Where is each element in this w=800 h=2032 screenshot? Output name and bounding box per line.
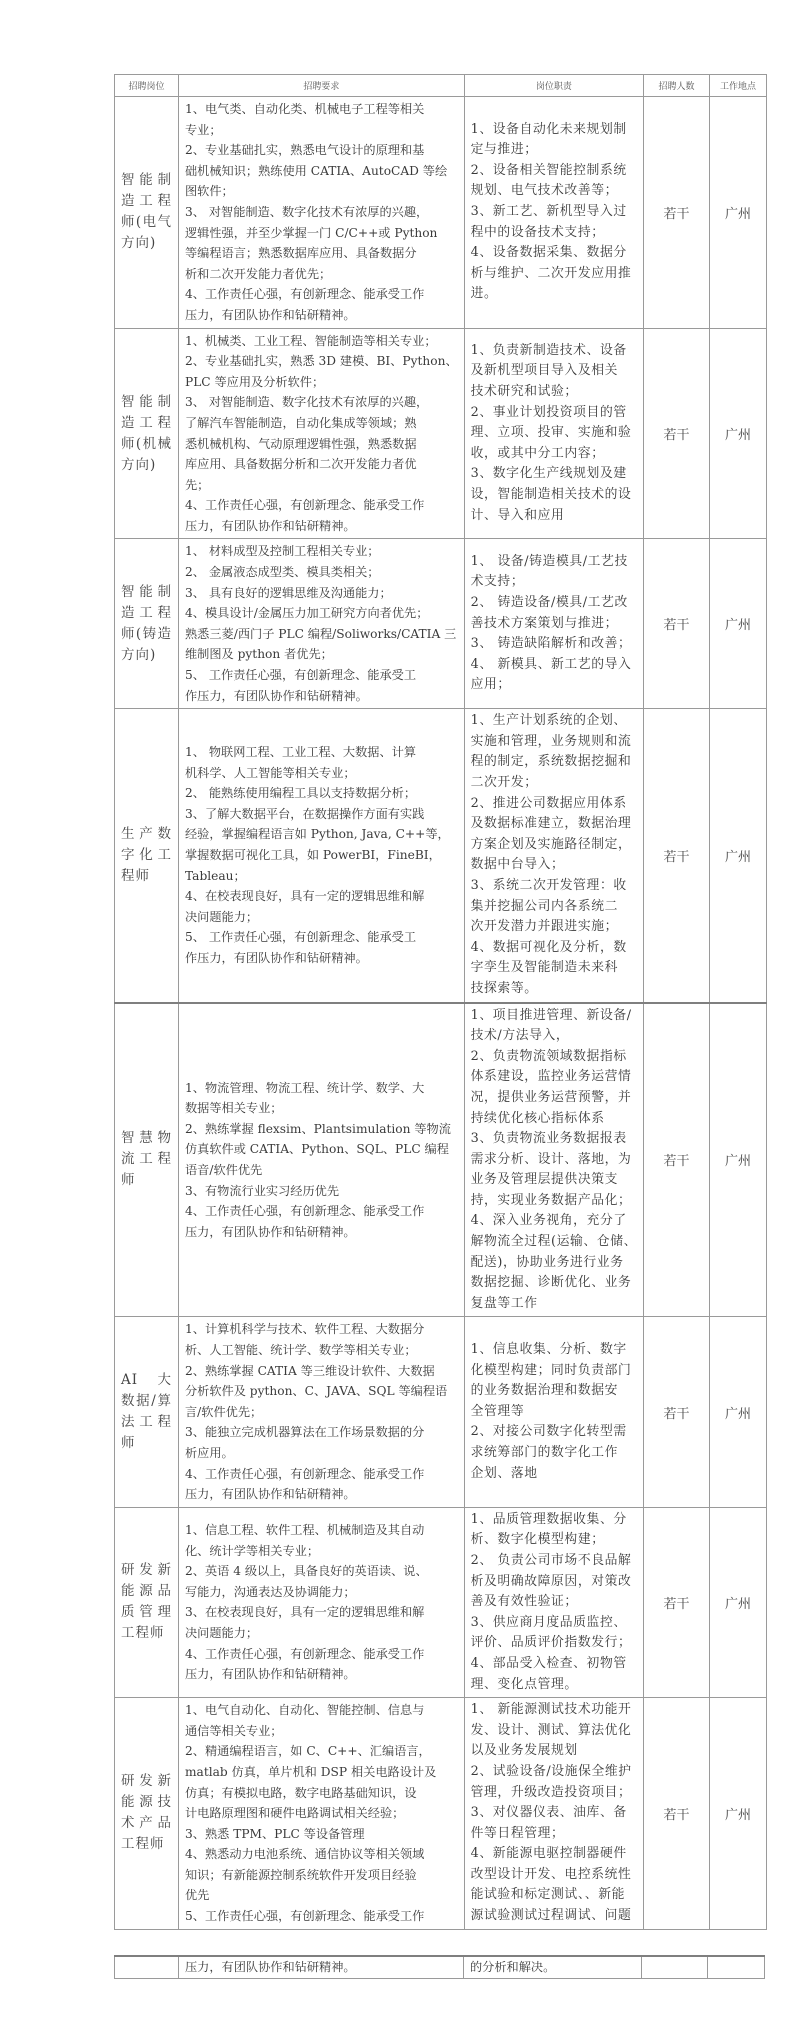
duty-line: 1、生产计划系统的企划、 — [470, 713, 627, 729]
requirement-line: 决问题能力； — [185, 909, 259, 924]
duty-line: 化模型构建；同时负责部门 — [470, 1362, 632, 1378]
duty-line: 集并挖掘公司内各系统二 — [470, 898, 619, 914]
requirement-line: 经验，掌握编程语言如 Python, Java, C++等， — [185, 827, 450, 842]
duty-line: 应用； — [470, 677, 511, 693]
requirement-line: 础机械知识；熟练使用 CATIA、AutoCAD 等绘 — [185, 163, 448, 178]
requirements-cell — [179, 709, 465, 1003]
duties-cell — [464, 539, 643, 709]
requirement-line: 5、 工作责任心强，有创新理念、能承受工 — [185, 930, 417, 945]
duty-line: 技术研究和试验； — [470, 384, 578, 400]
work-location: 广州 — [710, 1698, 767, 1930]
position-title: 智能制造工程师(机械方向) — [115, 328, 179, 539]
requirement-line: 4、工作责任心强，有创新理念、能承受工作 — [185, 1204, 425, 1219]
requirement-line: 1、计算机科学与技术、软件工程、大数据分 — [185, 1322, 425, 1337]
requirement-line: 3、熟悉 TPM、PLC 等设备管理 — [185, 1826, 365, 1841]
hiring-count: 若干 — [644, 1698, 710, 1930]
requirement-line: 决问题能力； — [185, 1626, 259, 1641]
duty-line: 理、变化点管理。 — [470, 1676, 578, 1692]
table-row — [115, 1317, 767, 1507]
work-location: 广州 — [710, 539, 767, 709]
requirement-line: PLC 等应用及分析软件； — [185, 374, 325, 389]
duty-line: 设，智能制造相关技术的设 — [470, 486, 632, 502]
continuation-title-cell — [115, 1956, 179, 1978]
duty-line: 1、 新能源测试技术功能开 — [470, 1702, 632, 1718]
work-location: 广州 — [710, 1317, 767, 1507]
duty-line: 1、信息收集、分析、数字 — [470, 1342, 627, 1358]
requirement-line: 3、 具有良好的逻辑思维及沟通能力； — [185, 585, 392, 600]
duty-line: 3、系统二次开发管理：收 — [470, 877, 627, 893]
requirement-line: 2、 能熟练使用编程工具以支持数据分析； — [185, 786, 417, 801]
requirement-line: 2、英语 4 级以上，具备良好的英语读、说、 — [185, 1564, 428, 1579]
header-row — [115, 75, 767, 97]
requirement-line: 数据等相关专业； — [185, 1101, 283, 1116]
requirements-cell — [179, 97, 465, 329]
requirement-line: 1、物流管理、物流工程、统计学、数学、大 — [185, 1080, 425, 1095]
requirement-line: 4、在校表现良好，具有一定的逻辑思维和解 — [185, 889, 425, 904]
duty-line: 析及明确故障原因，对策改 — [470, 1573, 632, 1589]
work-location: 广州 — [710, 709, 767, 1003]
duty-line: 析、数字化模型构建； — [470, 1532, 605, 1548]
requirement-line: 4、工作责任心强，有创新理念、能承受工作 — [185, 287, 425, 302]
duty-line: 及数据标准建立，数据治理 — [470, 816, 632, 832]
requirement-line: 3、 对智能制造、数字化技术有浓厚的兴趣， — [185, 204, 429, 219]
continuation-row-table — [114, 1955, 765, 1979]
hiring-count: 若干 — [644, 328, 710, 539]
requirement-line: 分析软件及 python、C、JAVA、SQL 等编程语 — [185, 1384, 448, 1399]
requirement-line: 先； — [185, 477, 210, 492]
requirement-line: 1、 物联网工程、工业工程、大数据、计算 — [185, 745, 417, 760]
table-row — [115, 1507, 767, 1697]
requirement-line: 2、熟练掌握 flexsim、Plantsimulation 等物流 — [185, 1121, 451, 1136]
header-count: 招聘人数 — [644, 75, 710, 97]
table-row — [115, 328, 767, 539]
requirements-cell — [179, 1003, 465, 1317]
duty-line: 配送)，协助业务进行业务 — [470, 1254, 624, 1270]
requirement-line: 仿真；有模拟电路，数字电路基础知识，设 — [185, 1785, 417, 1800]
requirement-line: 语音/软件优先 — [185, 1162, 263, 1177]
duty-line: 析与维护、二次开发应用推 — [470, 265, 632, 281]
requirement-line: 1、机械类、工业工程、智能制造等相关专业； — [185, 333, 437, 348]
requirement-line: 库应用、具备数据分析和二次开发能力者优 — [185, 457, 417, 472]
requirement-line: 掌握数据可视化工具，如 PowerBI，FineBI， — [185, 848, 441, 863]
requirement-line: 1、信息工程、软件工程、机械制造及其自动 — [185, 1523, 425, 1538]
duty-line: 4、部品受入检查、初物管 — [470, 1655, 627, 1671]
duties-cell — [464, 1507, 643, 1697]
header-position: 招聘岗位 — [115, 75, 179, 97]
requirement-line: 1、电气自动化、自动化、智能控制、信息与 — [185, 1703, 425, 1718]
duties-cell — [464, 1698, 643, 1930]
duty-line: 2、 铸造设备/模具/工艺改 — [470, 594, 628, 610]
duty-line: 需求分析、设计、落地，为 — [470, 1151, 632, 1167]
continuation-requirements: 压力，有团队协作和钻研精神。 — [179, 1956, 464, 1978]
duty-line: 求统筹部门的数字化工作 — [470, 1445, 619, 1460]
duty-line: 善及有效性验证； — [470, 1594, 578, 1610]
duty-line: 解物流全过程(运输、仓储、 — [470, 1234, 637, 1250]
requirement-line: 作压力，有团队协作和钻研精神。 — [185, 951, 368, 966]
duties-cell — [464, 1317, 643, 1507]
duty-line: 3、对仪器仪表、油库、备 — [470, 1805, 627, 1821]
position-title: 研发新能源品质管理工程师 — [115, 1507, 179, 1697]
requirement-line: 计电路原理图和硬件电路调试相关经验； — [185, 1806, 405, 1821]
duty-line: 全管理等 — [470, 1403, 525, 1419]
duty-line: 理、立项、投审、实施和验 — [470, 425, 632, 441]
duty-line: 2、推进公司数据应用体系 — [470, 795, 627, 811]
table-row — [115, 539, 767, 709]
duty-line: 1、品质管理数据收集、分 — [470, 1511, 627, 1527]
duty-line: 数据中台导入； — [470, 857, 565, 873]
requirement-line: 等编程语言；熟悉数据库应用、具备数据分 — [185, 246, 417, 261]
requirement-line: matlab 仿真，单片机和 DSP 相关电路设计及 — [185, 1764, 437, 1779]
position-title: 智能制造工程师(铸造方向) — [115, 539, 179, 709]
requirement-line: 析、人工智能、统计学、数学等相关专业； — [185, 1343, 417, 1358]
header-location: 工作地点 — [710, 75, 767, 97]
duty-line: 程中的设备技术支持； — [470, 224, 605, 240]
requirements-cell — [179, 1698, 465, 1930]
duty-line: 3、负责物流业务数据报表 — [470, 1131, 627, 1147]
hiring-count: 若干 — [644, 97, 710, 329]
requirements-cell — [179, 328, 465, 539]
duty-line: 计、导入和应用 — [470, 507, 565, 523]
duties-cell — [464, 328, 643, 539]
position-title: 研发新能源技术产品工程师 — [115, 1698, 179, 1930]
work-location: 广州 — [710, 1507, 767, 1697]
duty-line: 4、新能源电驱控制器硬件 — [470, 1846, 627, 1862]
duty-line: 企划、落地 — [470, 1465, 538, 1481]
requirement-line: 逻辑性强，并至少掌握一门 C/C++或 Python — [185, 225, 438, 240]
requirement-line: 专业； — [185, 122, 222, 137]
requirement-line: 维制图及 python 者优先； — [185, 647, 333, 662]
recruitment-table — [114, 74, 767, 1930]
duty-line: 复盘等工作 — [470, 1295, 538, 1311]
duty-line: 3、数字化生产线规划及建 — [470, 466, 627, 482]
requirement-line: 图软件； — [185, 184, 234, 199]
duty-line: 4、数据可视化及分析，数 — [470, 939, 627, 955]
requirement-line: 4、工作责任心强，有创新理念、能承受工作 — [185, 1466, 425, 1481]
work-location: 广州 — [710, 97, 767, 329]
duty-line: 3、新工艺、新机型导入过 — [470, 203, 627, 219]
duty-line: 2、事业计划投资项目的管 — [470, 404, 627, 420]
requirement-line: 悉机械机构、气动原理逻辑性强，熟悉数据 — [185, 436, 417, 451]
header-duties: 岗位职责 — [464, 75, 643, 97]
duty-line: 管理，升级改造投资项目； — [470, 1784, 632, 1800]
work-location: 广州 — [710, 1003, 767, 1317]
duty-line: 发、设计、测试、算法优化 — [470, 1722, 632, 1738]
duty-line: 以及业务发展规划 — [470, 1743, 578, 1759]
requirement-line: 仿真软件或 CATIA、Python、SQL、PLC 编程 — [185, 1142, 449, 1157]
requirement-line: 4、模具设计/金属压力加工研究方向者优先； — [185, 606, 429, 621]
requirements-cell — [179, 539, 465, 709]
requirement-line: 3、在校表现良好，具有一定的逻辑思维和解 — [185, 1605, 425, 1620]
duty-line: 4、深入业务视角，充分了 — [470, 1213, 627, 1229]
duty-line: 数据挖掘、诊断优化、业务 — [470, 1275, 632, 1291]
duties-cell — [464, 97, 643, 329]
requirement-line: 通信等相关专业； — [185, 1723, 283, 1738]
duty-line: 实施和管理，业务规则和流 — [470, 733, 632, 749]
duty-line: 改型设计开发、电控系统性 — [470, 1866, 632, 1882]
requirement-line: Tableau； — [185, 868, 246, 883]
duty-line: 体系建设，监控业务运营情 — [470, 1069, 632, 1085]
position-title: 生产数字化工程师 — [115, 709, 179, 1003]
hiring-count: 若干 — [644, 1507, 710, 1697]
requirements-cell — [179, 1317, 465, 1507]
requirement-line: 压力，有团队协作和钻研精神。 — [185, 1224, 356, 1239]
duties-cell — [464, 1003, 643, 1317]
duty-line: 技探索等。 — [470, 980, 538, 996]
duty-line: 件等日程管理； — [470, 1825, 565, 1841]
duty-line: 评价、品质评价指数发行； — [470, 1635, 632, 1651]
requirement-line: 2、专业基础扎实，熟悉 3D 建模、BI、Python、 — [185, 354, 458, 369]
requirement-line: 2、 金属液态成型类、模具类相关； — [185, 565, 380, 580]
requirement-line: 5、 工作责任心强，有创新理念、能承受工 — [185, 668, 417, 683]
requirement-line: 4、熟悉动力电池系统、通信协议等相关领域 — [185, 1847, 425, 1862]
duty-line: 4、 新模具、新工艺的导入 — [470, 656, 632, 672]
requirement-line: 5、工作责任心强，有创新理念、能承受工作 — [185, 1909, 425, 1924]
requirement-line: 知识；有新能源控制系统软件开发项目经验 — [185, 1867, 417, 1882]
duty-line: 2、设备相关智能控制系统 — [470, 162, 627, 178]
duty-line: 规划、电气技术改善等； — [470, 183, 619, 199]
duty-line: 持续优化核心指标体系 — [470, 1110, 605, 1126]
requirement-line: 压力，有团队协作和钻研精神。 — [185, 1487, 356, 1502]
duty-line: 况，提供业务运营预警，并 — [470, 1089, 632, 1105]
table-row — [115, 1003, 767, 1317]
duty-line: 3、 铸造缺陷解析和改善； — [470, 636, 632, 652]
hiring-count: 若干 — [644, 709, 710, 1003]
duty-line: 2、对接公司数字化转型需 — [470, 1424, 627, 1440]
requirement-line: 3、有物流行业实习经历优先 — [185, 1183, 340, 1198]
duty-line: 的业务数据治理和数据安 — [470, 1383, 619, 1399]
duty-line: 3、供应商月度品质监控、 — [470, 1614, 627, 1630]
duty-line: 进。 — [470, 286, 498, 302]
requirement-line: 了解汽车智能制造，自动化集成等领域；熟 — [185, 415, 417, 430]
requirement-line: 化、统计学等相关专业； — [185, 1543, 320, 1558]
requirement-line: 3、 对智能制造、数字化技术有浓厚的兴趣， — [185, 395, 429, 410]
duty-line: 能试验和标定测试、、新能 — [470, 1887, 626, 1903]
duty-line: 持，实现业务数据产品化； — [470, 1192, 632, 1208]
requirement-line: 作压力，有团队协作和钻研精神。 — [185, 688, 368, 703]
requirement-line: 写能力，沟通表达及协调能力； — [185, 1584, 356, 1599]
duty-line: 方案企划及实施路径制定， — [470, 836, 632, 852]
table-row — [115, 1698, 767, 1930]
requirement-line: 2、专业基础扎实，熟悉电气设计的原理和基 — [185, 143, 425, 158]
duty-line: 次开发潜力并跟进实施； — [470, 919, 619, 935]
duty-line: 善技术方案策划与推进； — [470, 615, 619, 631]
position-title: 智能制造工程师(电气方向) — [115, 97, 179, 329]
position-title: AI 大数据/算法工程师 — [115, 1317, 179, 1507]
requirement-line: 析应用。 — [185, 1446, 234, 1460]
duty-line: 收，或其中分工内容； — [470, 445, 605, 461]
requirement-line: 2、精通编程语言，如 C、C++、汇编语言， — [185, 1744, 431, 1759]
hiring-count: 若干 — [644, 1317, 710, 1507]
duty-line: 1、 设备/铸造模具/工艺技 — [470, 553, 628, 569]
requirement-line: 1、 材料成型及控制工程相关专业； — [185, 544, 380, 559]
duty-line: 源试验测试过程调试、问题 — [470, 1908, 632, 1924]
duty-line: 1、项目推进管理、新设备/ — [470, 1007, 632, 1023]
requirement-line: 机科学、人工智能等相关专业； — [185, 765, 356, 780]
work-location: 广州 — [710, 328, 767, 539]
requirement-line: 言/软件优先； — [185, 1404, 263, 1419]
hiring-count: 若干 — [644, 539, 710, 709]
duty-line: 1、负责新制造技术、设备 — [470, 342, 627, 358]
continuation-location-cell — [708, 1956, 765, 1978]
requirement-line: 析和二次开发能力者优先； — [185, 266, 332, 281]
continuation-duties: 的分析和解决。 — [464, 1956, 642, 1978]
requirement-line: 压力，有团队协作和钻研精神。 — [185, 518, 356, 533]
requirement-line: 2、熟练掌握 CATIA 等三维设计软件、大数据 — [185, 1363, 435, 1378]
table-row — [115, 709, 767, 1003]
table-row — [115, 97, 767, 329]
duty-line: 2、 负责公司市场不良品解 — [470, 1552, 632, 1568]
duty-line: 及新机型项目导入及相关 — [470, 363, 619, 379]
duties-cell — [464, 709, 643, 1003]
continuation-count-cell — [642, 1956, 708, 1978]
continuation-row — [115, 1956, 765, 1978]
requirement-line: 1、电气类、自动化类、机械电子工程等相关 — [185, 102, 425, 116]
duty-line: 2、负责物流领域数据指标 — [470, 1048, 627, 1064]
duty-line: 程的制定，系统数据挖掘和 — [470, 754, 632, 770]
requirement-line: 3、了解大数据平台，在数据操作方面有实践 — [185, 806, 425, 821]
duty-line: 技术/方法导入， — [470, 1028, 570, 1044]
duty-line: 4、设备数据采集、数据分 — [470, 245, 627, 261]
duty-line: 定与推进； — [470, 142, 538, 158]
header-requirements: 招聘要求 — [179, 75, 465, 97]
position-title: 智慧物流工程师 — [115, 1003, 179, 1317]
requirement-line: 压力，有团队协作和钻研精神。 — [185, 307, 356, 322]
requirement-line: 优先 — [185, 1888, 210, 1903]
duty-line: 术支持； — [470, 574, 525, 590]
duty-line: 业务及管理层提供决策支 — [470, 1172, 619, 1188]
requirement-line: 压力，有团队协作和钻研精神。 — [185, 1667, 356, 1682]
duty-line: 2、试验设备/设施保全维护 — [470, 1763, 632, 1779]
requirements-cell — [179, 1507, 465, 1697]
requirement-line: 4、工作责任心强，有创新理念、能承受工作 — [185, 498, 425, 513]
requirement-line: 熟悉三菱/西门子 PLC 编程/Soliworks/CATIA 三 — [185, 626, 457, 641]
hiring-count: 若干 — [644, 1003, 710, 1317]
duty-line: 二次开发； — [470, 775, 538, 790]
duty-line: 字孪生及智能制造未来科 — [470, 960, 619, 976]
requirement-line: 4、工作责任心强，有创新理念、能承受工作 — [185, 1646, 425, 1661]
duty-line: 1、设备自动化未来规划制 — [470, 121, 627, 137]
requirement-line: 3、能独立完成机器算法在工作场景数据的分 — [185, 1425, 425, 1440]
